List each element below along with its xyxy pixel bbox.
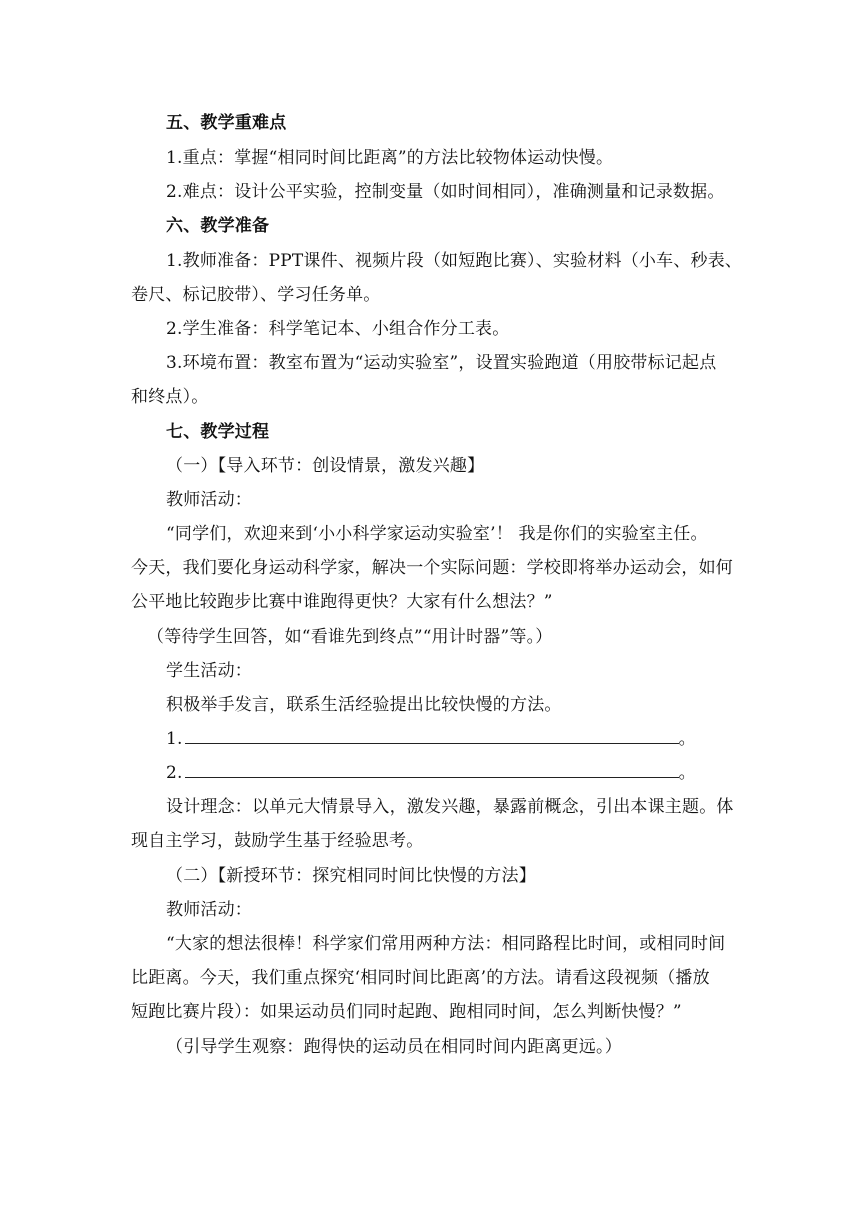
teacher-activity-label-1: 教师活动： (166, 490, 252, 510)
answer-blank-1-number: 1. (166, 729, 183, 749)
answer-blank-2-line[interactable] (185, 761, 679, 778)
answer-blank-2-end: 。 (678, 763, 696, 783)
teacher-prep-line-2: 卷尺、标记胶带）、学习任务单。 (131, 285, 381, 305)
design-rationale-line-1: 设计理念：以单元大情景导入，激发兴趣，暴露前概念，引出本课主题。体 (166, 797, 734, 817)
design-rationale-line-2: 现自主学习，鼓励学生基于经验思考。 (131, 831, 424, 851)
student-activity-text: 积极举手发言，联系生活经验提出比较快慢的方法。 (166, 695, 562, 715)
teacher-speech-1-line-1: “同学们，欢迎来到‘小小科学家运动实验室’！ 我是你们的实验室主任。 (166, 524, 708, 544)
teacher-speech-1-line-3: 公平地比较跑步比赛中谁跑得更快？大家有什么想法？” (131, 592, 553, 612)
answer-blank-1-line[interactable] (185, 727, 679, 744)
answer-blank-2-number: 2. (166, 763, 183, 783)
section-7-heading: 七、教学过程 (166, 422, 270, 442)
key-point: 1.重点：掌握“相同时间比距离”的方法比较物体运动快慢。 (166, 148, 614, 168)
part-1-heading: （一）【导入环节：创设情景，激发兴趣】 (166, 456, 485, 476)
guide-note: （引导学生观察：跑得快的运动员在相同时间内距离更远。） (166, 1037, 622, 1057)
teacher-speech-2-line-2: 比距离。今天，我们重点探究‘相同时间比距离’的方法。请看这段视频（播放 (131, 968, 710, 988)
teacher-speech-2-line-1: “大家的想法很棒！科学家们常用两种方法：相同路程比时间，或相同时间 (166, 934, 726, 954)
answer-blank-1[interactable] (166, 727, 774, 751)
answer-blank-1-end: 。 (678, 729, 696, 749)
wait-note: （等待学生回答，如“看谁先到终点”“用计时器”等。） (147, 627, 553, 647)
part-2-heading: （二）【新授环节：探究相同时间比快慢的方法】 (166, 866, 536, 886)
student-prep: 2.学生准备：科学笔记本、小组合作分工表。 (166, 319, 510, 339)
section-5-heading: 五、教学重难点 (166, 113, 287, 133)
teacher-speech-1-line-2: 今天，我们要化身运动科学家，解决一个实际问题：学校即将举办运动会，如何 (131, 558, 733, 578)
teacher-prep-line-1: 1.教师准备：PPT课件、视频片段（如短跑比赛）、实验材料（小车、秒表、 (166, 251, 743, 271)
section-6-heading: 六、教学准备 (166, 216, 270, 236)
teacher-activity-label-2: 教师活动： (166, 900, 252, 920)
environment-line-1: 3.环境布置：教室布置为“运动实验室”，设置实验跑道（用胶带标记起点 (166, 353, 717, 373)
teacher-speech-2-line-3: 短跑比赛片段）：如果运动员们同时起跑、跑相同时间，怎么判断快慢？” (131, 1002, 682, 1022)
difficult-point: 2.难点：设计公平实验，控制变量（如时间相同），准确测量和记录数据。 (166, 182, 725, 202)
environment-line-2: 和终点）。 (131, 387, 209, 407)
answer-blank-2[interactable] (166, 761, 774, 785)
student-activity-label: 学生活动： (166, 661, 252, 681)
